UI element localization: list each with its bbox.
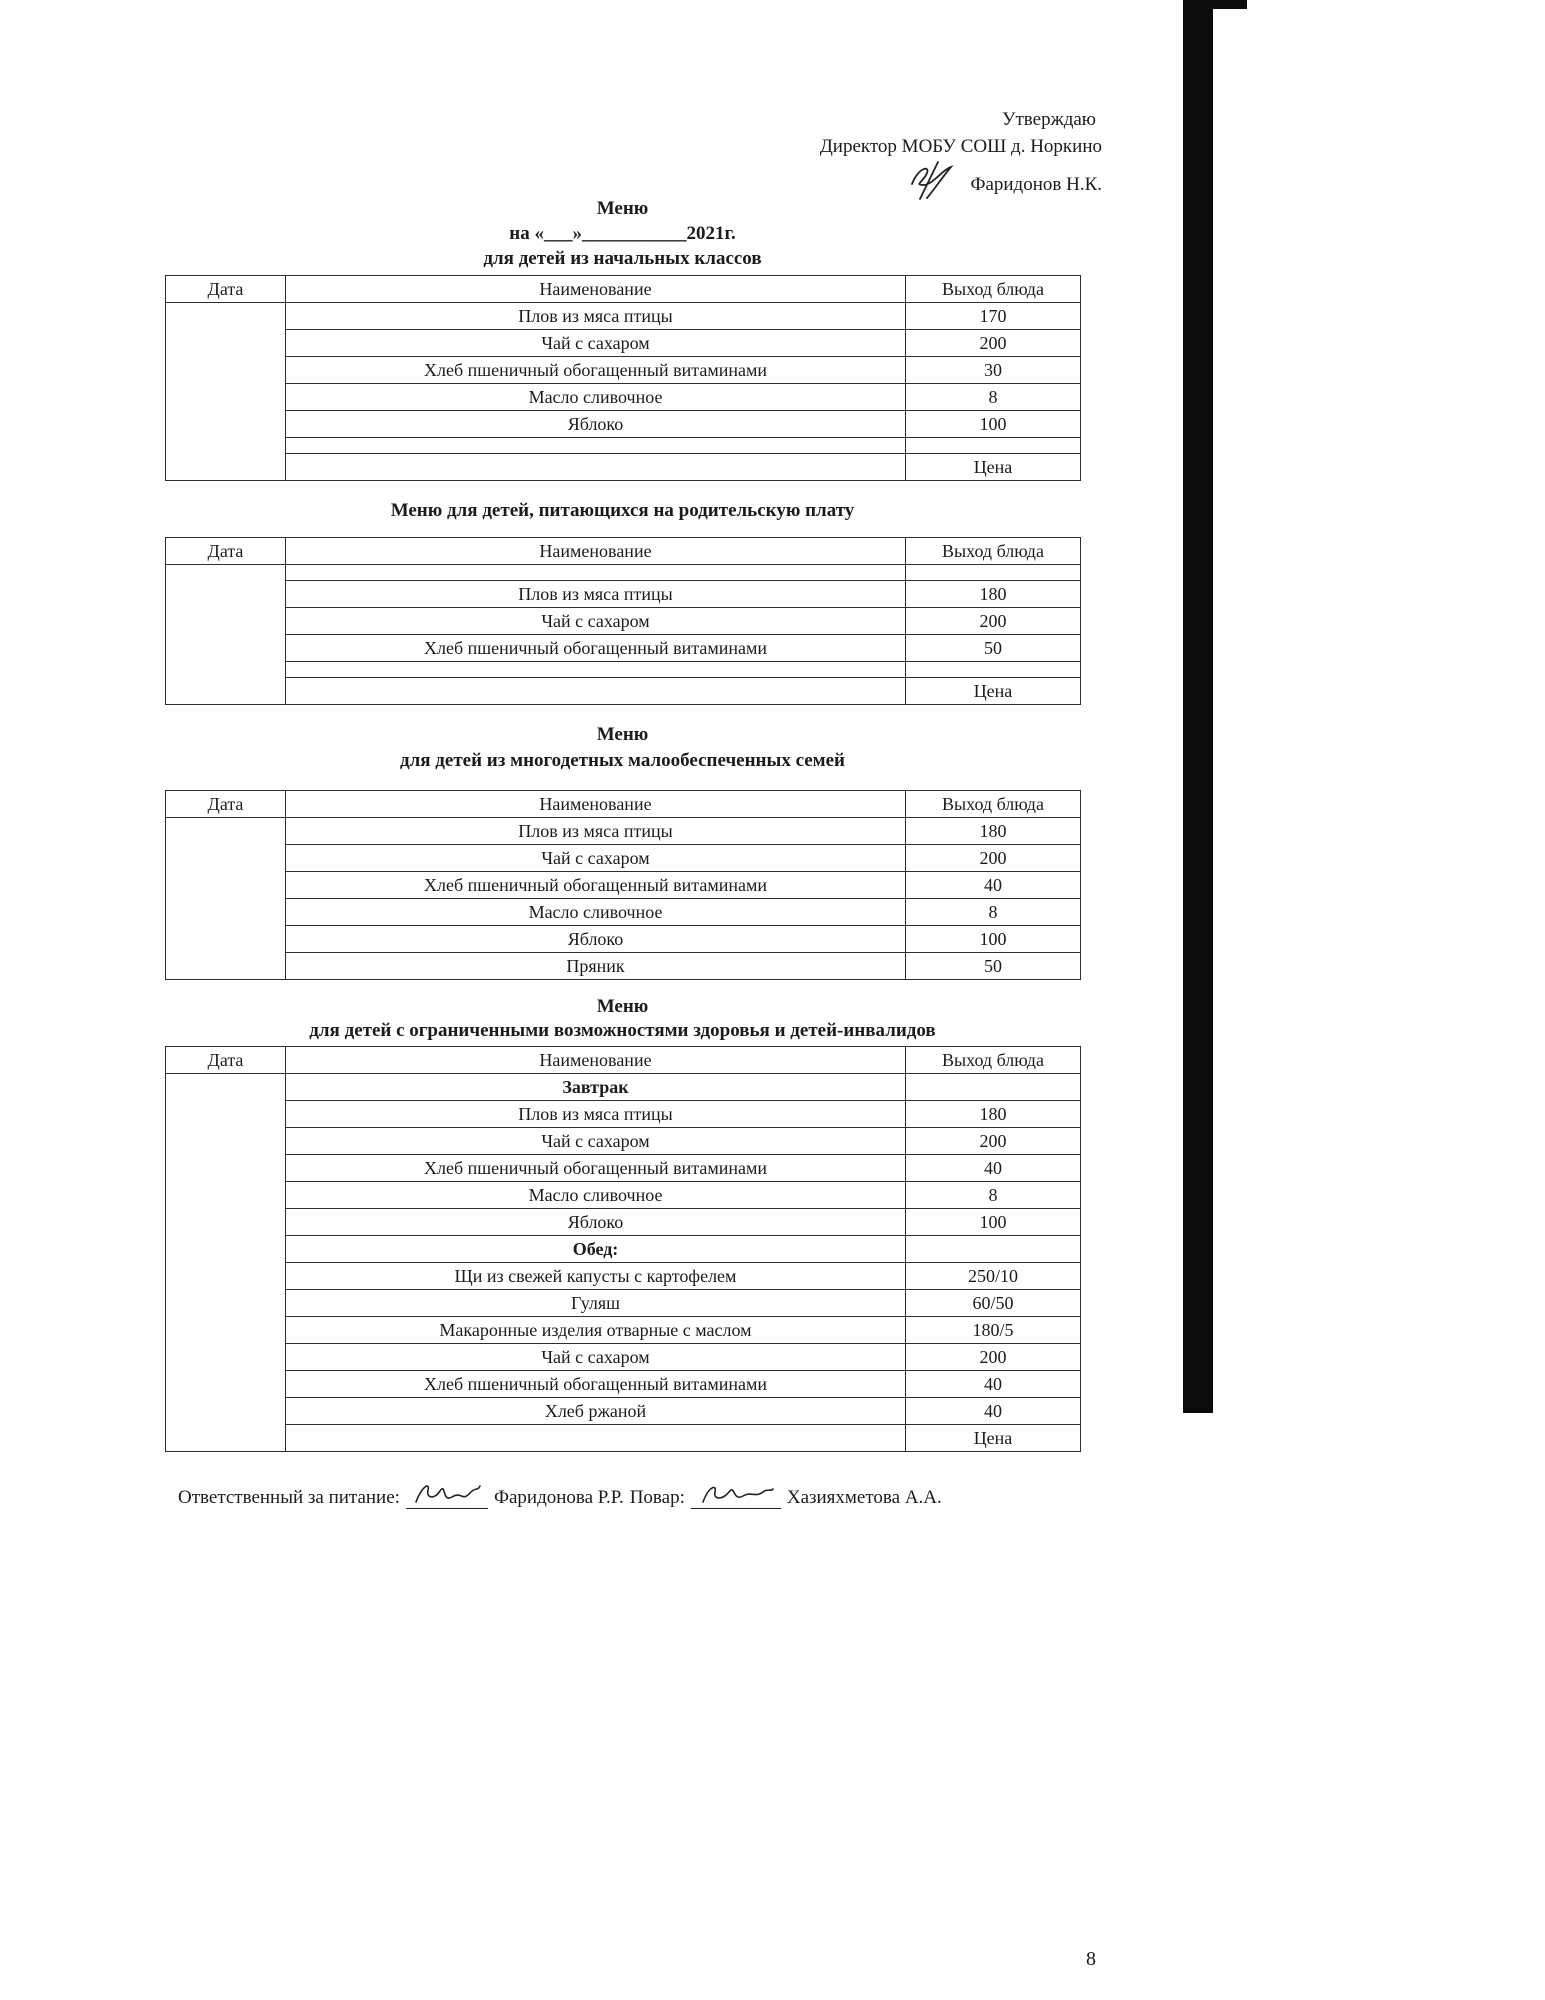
price-cell: Цена <box>906 1425 1081 1452</box>
menu-table-disabled-children <box>165 1046 1081 1452</box>
menu-table-parent-paid <box>165 537 1081 705</box>
scan-artifact-bar <box>1183 0 1213 1413</box>
dish-output-cell: 180 <box>906 581 1081 608</box>
dish-name-cell: Чай с сахаром <box>286 608 906 635</box>
menu4-title-line-2: для детей с ограниченными возможностями здоровья и детей-инвалидов <box>309 1020 936 1041</box>
table-row <box>166 1290 1081 1317</box>
table-row <box>166 899 1081 926</box>
dish-name-cell: Макаронные изделия отварные с маслом <box>286 1317 906 1344</box>
dish-output-cell: 200 <box>906 845 1081 872</box>
header-date: Дата <box>166 791 286 818</box>
dish-name-cell: Пряник <box>286 953 906 980</box>
cook-signature <box>691 1480 781 1509</box>
dish-name-cell: Хлеб пшеничный обогащенный витаминами <box>286 635 906 662</box>
dish-output-cell: 30 <box>906 357 1081 384</box>
dish-name-cell: Масло сливочное <box>286 1182 906 1209</box>
dish-output-cell: 200 <box>906 330 1081 357</box>
dish-name-cell: Плов из мяса птицы <box>286 1101 906 1128</box>
table-row <box>166 608 1081 635</box>
dish-output-cell: 8 <box>906 1182 1081 1209</box>
dish-name-cell: Плов из мяса птицы <box>286 581 906 608</box>
dish-output-cell: 50 <box>906 953 1081 980</box>
table-row-meal-header <box>166 1236 1081 1263</box>
main-title-line-1: Меню <box>596 198 649 219</box>
dish-output-cell: 100 <box>906 1209 1081 1236</box>
table-row <box>166 1344 1081 1371</box>
dish-output-cell: 180 <box>906 1101 1081 1128</box>
dish-name-cell <box>286 454 906 481</box>
dish-name-cell: Хлеб пшеничный обогащенный витаминами <box>286 872 906 899</box>
dish-output-cell: 40 <box>906 1371 1081 1398</box>
header-date: Дата <box>166 276 286 303</box>
footer-signature-line <box>178 1478 942 1509</box>
table-row <box>166 1128 1081 1155</box>
table-row <box>166 926 1081 953</box>
dish-name-cell <box>286 1425 906 1452</box>
table-row-price <box>166 678 1081 705</box>
menu-table-large-families <box>165 790 1081 980</box>
dish-output-cell: 250/10 <box>906 1263 1081 1290</box>
approval-line-1: Утверждаю <box>1002 109 1096 130</box>
cook-name: Хазияхметова А.А. <box>786 1487 942 1508</box>
table-row <box>166 635 1081 662</box>
dish-output-cell <box>906 565 1081 581</box>
menu3-title-line-2: для детей из многодетных малообеспеченных семей <box>400 750 845 771</box>
dish-output-cell <box>906 662 1081 678</box>
header-output: Выход блюда <box>906 791 1081 818</box>
table-header-row <box>166 791 1081 818</box>
table-row <box>166 1263 1081 1290</box>
table-row <box>166 357 1081 384</box>
dish-name-cell: Гуляш <box>286 1290 906 1317</box>
dish-name-cell <box>286 662 906 678</box>
dish-output-cell: 100 <box>906 411 1081 438</box>
table-row <box>166 1101 1081 1128</box>
table-row <box>166 581 1081 608</box>
table-row-empty <box>166 565 1081 581</box>
dish-name-cell: Чай с сахаром <box>286 1344 906 1371</box>
dish-name-cell: Щи из свежей капусты с картофелем <box>286 1263 906 1290</box>
menu2-title: Меню для детей, питающихся на родительскую плату <box>390 500 855 521</box>
dish-output-cell <box>906 438 1081 454</box>
table-row <box>166 1398 1081 1425</box>
menu4-title-line-1: Меню <box>596 996 649 1017</box>
dish-output-cell: 50 <box>906 635 1081 662</box>
dish-name-cell: Хлеб пшеничный обогащенный витаминами <box>286 357 906 384</box>
dish-output-cell: 200 <box>906 1344 1081 1371</box>
table-row-empty <box>166 438 1081 454</box>
header-name: Наименование <box>286 1047 906 1074</box>
table-row-price <box>166 1425 1081 1452</box>
dish-output-cell: 180 <box>906 818 1081 845</box>
dish-output-cell: 40 <box>906 1155 1081 1182</box>
dish-name-cell: Плов из мяса птицы <box>286 303 906 330</box>
dish-name-cell: Масло сливочное <box>286 899 906 926</box>
header-date: Дата <box>166 538 286 565</box>
dish-name-cell <box>286 678 906 705</box>
dish-output-cell <box>906 1074 1081 1101</box>
dish-output-cell <box>906 1236 1081 1263</box>
cook-label: Повар: <box>629 1487 685 1508</box>
table-row <box>166 1182 1081 1209</box>
dish-name-cell: Плов из мяса птицы <box>286 818 906 845</box>
main-title-line-3: для детей из начальных классов <box>483 248 762 269</box>
meal-section-cell: Завтрак <box>286 1074 906 1101</box>
header-name: Наименование <box>286 276 906 303</box>
table-row <box>166 1155 1081 1182</box>
main-title-block <box>165 196 1080 271</box>
header-output: Выход блюда <box>906 1047 1081 1074</box>
header-date: Дата <box>166 1047 286 1074</box>
table-row <box>166 384 1081 411</box>
approval-line-3: Фаридонов Н.К. <box>970 173 1102 195</box>
dish-output-cell: 40 <box>906 872 1081 899</box>
dish-name-cell <box>286 565 906 581</box>
date-cell <box>166 565 286 705</box>
responsible-label: Ответственный за питание: <box>178 1487 400 1508</box>
dish-name-cell: Яблоко <box>286 1209 906 1236</box>
table-row <box>166 303 1081 330</box>
dish-name-cell: Хлеб пшеничный обогащенный витаминами <box>286 1155 906 1182</box>
table-row <box>166 330 1081 357</box>
meal-section-cell: Обед: <box>286 1236 906 1263</box>
dish-name-cell: Яблоко <box>286 926 906 953</box>
table-row <box>166 1209 1081 1236</box>
scan-artifact-notch <box>1183 0 1247 9</box>
dish-name-cell <box>286 438 906 454</box>
table-row <box>166 1371 1081 1398</box>
dish-name-cell: Хлеб ржаной <box>286 1398 906 1425</box>
date-cell <box>166 303 286 481</box>
table-row <box>166 845 1081 872</box>
dish-output-cell: 100 <box>906 926 1081 953</box>
dish-name-cell: Чай с сахаром <box>286 845 906 872</box>
dish-name-cell: Хлеб пшеничный обогащенный витаминами <box>286 1371 906 1398</box>
dish-output-cell: 60/50 <box>906 1290 1081 1317</box>
responsible-signature <box>406 1478 488 1509</box>
table-row <box>166 872 1081 899</box>
dish-name-cell: Чай с сахаром <box>286 330 906 357</box>
header-output: Выход блюда <box>906 538 1081 565</box>
dish-output-cell: 200 <box>906 608 1081 635</box>
table-row-empty <box>166 662 1081 678</box>
table-row <box>166 1317 1081 1344</box>
page-number: 8 <box>1086 1948 1096 1970</box>
table-row <box>166 818 1081 845</box>
table-header-row <box>166 276 1081 303</box>
price-cell: Цена <box>906 678 1081 705</box>
menu3-title-line-1: Меню <box>596 724 649 745</box>
price-cell: Цена <box>906 454 1081 481</box>
dish-name-cell: Масло сливочное <box>286 384 906 411</box>
dish-output-cell: 8 <box>906 899 1081 926</box>
approval-block <box>780 106 1102 208</box>
date-cell <box>166 1074 286 1452</box>
dish-output-cell: 180/5 <box>906 1317 1081 1344</box>
table-row-price <box>166 454 1081 481</box>
dish-name-cell: Чай с сахаром <box>286 1128 906 1155</box>
dish-output-cell: 170 <box>906 303 1081 330</box>
header-name: Наименование <box>286 538 906 565</box>
header-output: Выход блюда <box>906 276 1081 303</box>
table-row <box>166 953 1081 980</box>
table-row-meal-header <box>166 1074 1081 1101</box>
approval-line-2: Директор МОБУ СОШ д. Норкино <box>819 136 1102 157</box>
menu-table-primary-classes <box>165 275 1081 481</box>
main-title-line-2: на «___»___________2021г. <box>509 223 736 244</box>
table-header-row <box>166 538 1081 565</box>
table-header-row <box>166 1047 1081 1074</box>
dish-output-cell: 200 <box>906 1128 1081 1155</box>
dish-name-cell: Яблоко <box>286 411 906 438</box>
dish-output-cell: 40 <box>906 1398 1081 1425</box>
responsible-name: Фаридонова Р.Р. <box>493 1487 624 1508</box>
table-row <box>166 411 1081 438</box>
date-cell <box>166 818 286 980</box>
header-name: Наименование <box>286 791 906 818</box>
dish-output-cell: 8 <box>906 384 1081 411</box>
